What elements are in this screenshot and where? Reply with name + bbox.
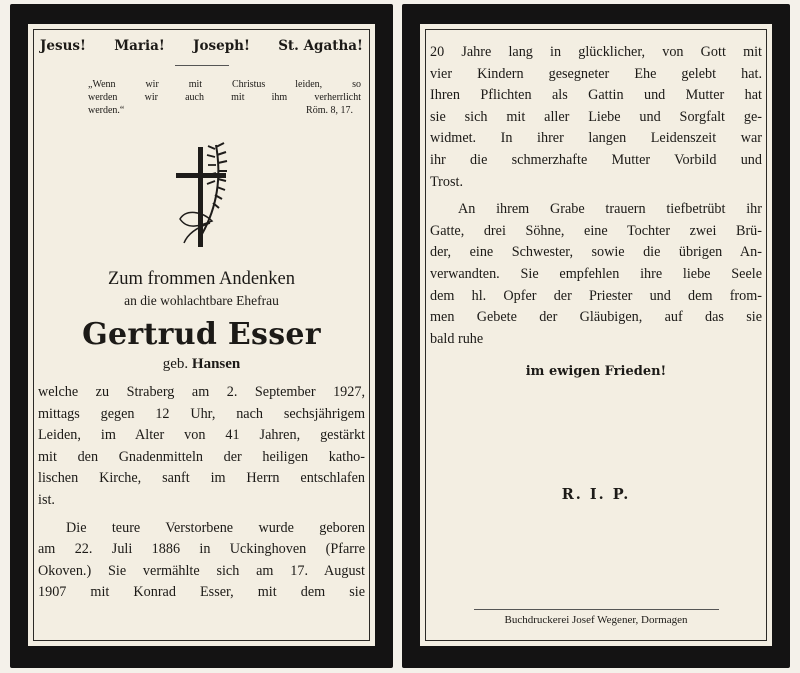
text-line: 1907 mit Konrad Esser, mit dem sie (38, 584, 365, 601)
printer-imprint: Buchdruckerei Josef Wegener, Dormagen (504, 614, 688, 626)
text-line: ist. (38, 491, 55, 508)
memorial-line1: Zum frommen Andenken (107, 269, 295, 289)
text-line: mit den Gnadenmitteln der heiligen katho- (38, 448, 365, 465)
memorial-heading (38, 269, 365, 373)
right-card (420, 24, 772, 646)
bible-quote (88, 78, 361, 117)
nee-name: Hansen (191, 356, 241, 372)
invocation-joseph: Joseph! (193, 38, 250, 54)
left-card (28, 24, 375, 646)
paragraph (430, 42, 762, 193)
nee-prefix: geb. (162, 356, 189, 372)
quote-line: werden.“ (88, 105, 125, 116)
text-line: am 22. Juli 1886 in Uckinghoven (Pfarre (38, 541, 365, 558)
text-line: dem hl. Opfer der Priester und dem from- (430, 287, 762, 304)
text-line: sie sich mit aller Liebe und Sorgfalt ge- (430, 108, 762, 125)
invocation-maria: Maria! (114, 38, 165, 54)
text-line: Die teure Verstorbene wurde geboren (66, 519, 365, 536)
text-line: men Gebete der Gläubigen, auf das sie (430, 309, 762, 326)
quote-line: „Wenn wir mit Christus leiden, so (88, 79, 361, 90)
left-body-text (38, 382, 365, 604)
invocation-jesus: Jesus! (40, 38, 86, 54)
divider (474, 609, 719, 610)
paragraph (430, 199, 762, 350)
invocation-agatha: St. Agatha! (278, 38, 363, 54)
text-line: 20 Jahre lang in glücklicher, von Gott mit (430, 44, 762, 60)
text-line: An ihrem Grabe trauern tiefbetrübt ihr (458, 201, 762, 218)
right-body-text (430, 42, 762, 350)
paragraph (38, 382, 365, 512)
text-line: Okoven.) Sie vermählte sich am 17. August (38, 562, 365, 579)
memorial-line2: an die wohlachtbare Ehefrau (124, 293, 279, 308)
deceased-name: Gertrud Esser (82, 317, 321, 352)
text-line: Gatte, drei Söhne, eine Tochter zwei Brü- (430, 222, 762, 239)
divider (175, 65, 229, 66)
text-line: bald ruhe (430, 330, 484, 347)
cross-horizontal (176, 173, 226, 178)
maiden-name (38, 356, 365, 373)
cross-with-palm-icon (162, 139, 242, 251)
quote-reference: Röm. 8, 17. (306, 105, 353, 116)
right-card-panel (402, 4, 790, 668)
rip: R. I. P. (561, 486, 631, 503)
text-line: welche zu Straberg am 2. September 1927, (38, 384, 365, 400)
text-line: Trost. (430, 173, 463, 190)
text-line: verwandten. Sie empfehlen ihre liebe Seele (430, 265, 762, 282)
invocation-line (38, 38, 365, 54)
quote-line: werden wir auch mit ihm verherrlicht (88, 92, 361, 103)
text-line: der, eine Schwester, sowie die übrigen An- (430, 244, 762, 261)
text-line: mittags gegen 12 Uhr, nach sechsjährigem (38, 405, 365, 422)
text-line: widmet. In ihrer langen Leidenszeit war (430, 130, 762, 147)
closing-line: im ewigen Frieden! (525, 364, 667, 380)
cross-vertical (198, 147, 203, 247)
text-line: ihr die schmerzhafte Mutter Vorbild und (430, 151, 762, 168)
text-line: lischen Kirche, sanft im Herrn entschlafen (38, 470, 365, 487)
text-line: Leiden, im Alter von 41 Jahren, gestärkt (38, 427, 365, 444)
text-line: vier Kindern gesegneter Ehe gelebt hat. (430, 65, 762, 82)
text-line: Ihren Pflichten als Gattin und Mutter hat (430, 87, 762, 104)
paragraph (38, 518, 365, 604)
left-card-panel (10, 4, 393, 668)
